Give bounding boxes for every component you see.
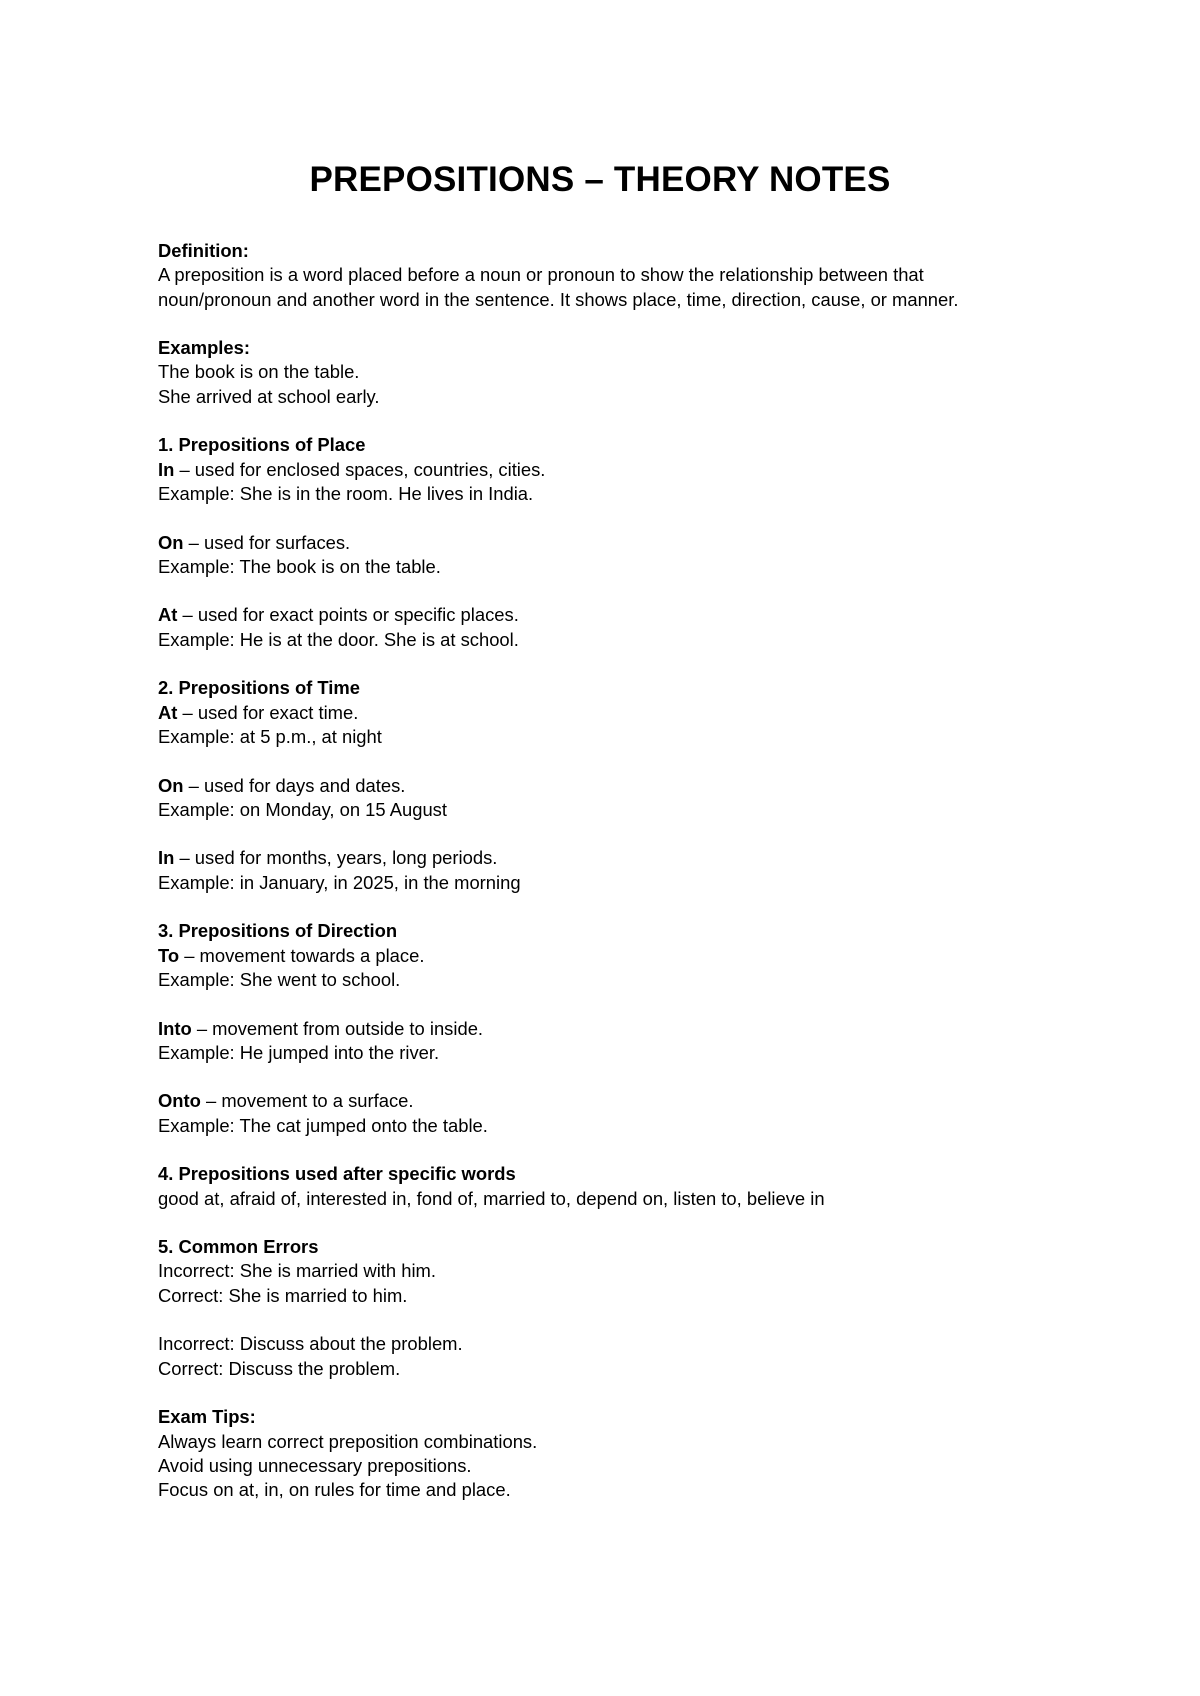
example-line: The book is on the table.	[158, 361, 360, 383]
rule-term: To	[158, 944, 180, 966]
rule-desc: – used for exact points or specific places.	[177, 604, 519, 626]
rule-example: Example: She went to school.	[158, 968, 401, 990]
tip-line: Focus on at, in, on rules for time and place.	[158, 1479, 511, 1501]
document-body	[158, 239, 1098, 1502]
rule-example: Example: The cat jumped onto the table.	[158, 1114, 488, 1136]
rule-desc: – used for months, years, long periods.	[174, 847, 498, 869]
rule-term: In	[158, 847, 175, 869]
page-title: PREPOSITIONS – THEORY NOTES	[309, 160, 891, 199]
rule-term: In	[158, 458, 175, 480]
rule-line	[158, 1017, 1098, 1041]
rule-line	[158, 944, 1098, 968]
section-heading-specific: 4. Prepositions used after specific words	[158, 1163, 516, 1185]
rule-term: At	[158, 701, 178, 723]
tip-line: Always learn correct preposition combinations.	[158, 1430, 538, 1452]
definition-line: A preposition is a word placed before a noun or pronoun to show the relationship between that	[158, 264, 924, 286]
rule-desc: – used for surfaces.	[183, 531, 351, 553]
rule-example: Example: The book is on the table.	[158, 555, 441, 577]
rule-desc: – used for days and dates.	[183, 774, 406, 796]
rule-desc: – movement to a surface.	[200, 1090, 414, 1112]
definition-line: noun/pronoun and another word in the sentence. It shows place, time, direction, cause, or manner.	[158, 288, 959, 310]
section-heading-errors: 5. Common Errors	[158, 1236, 319, 1258]
rule-term: Onto	[158, 1090, 201, 1112]
example-line: She arrived at school early.	[158, 385, 380, 407]
rule-example: Example: on Monday, on 15 August	[158, 798, 447, 820]
section-heading-direction: 3. Prepositions of Direction	[158, 920, 398, 942]
correct-line: Correct: Discuss the problem.	[158, 1357, 401, 1379]
rule-example: Example: He jumped into the river.	[158, 1041, 440, 1063]
rule-line	[158, 774, 1098, 798]
rule-term: At	[158, 604, 178, 626]
rule-line	[158, 846, 1098, 870]
rule-term: On	[158, 774, 184, 796]
section-heading-time: 2. Prepositions of Time	[158, 677, 361, 699]
tips-heading: Exam Tips:	[158, 1406, 256, 1428]
rule-example: Example: She is in the room. He lives in India.	[158, 482, 534, 504]
rule-desc: – used for enclosed spaces, countries, cities.	[174, 458, 546, 480]
rule-line	[158, 603, 1098, 627]
rule-desc: – used for exact time.	[177, 701, 359, 723]
rule-desc: – movement from outside to inside.	[191, 1017, 484, 1039]
rule-line	[158, 1089, 1098, 1113]
examples-heading: Examples:	[158, 337, 250, 359]
specific-words-line: good at, afraid of, interested in, fond of, married to, depend on, listen to, believe in	[158, 1187, 825, 1209]
rule-example: Example: at 5 p.m., at night	[158, 725, 382, 747]
tip-line: Avoid using unnecessary prepositions.	[158, 1454, 472, 1476]
rule-term: On	[158, 531, 184, 553]
incorrect-line: Incorrect: She is married with him.	[158, 1260, 436, 1282]
rule-line	[158, 701, 1098, 725]
rule-line	[158, 458, 1098, 482]
correct-line: Correct: She is married to him.	[158, 1284, 408, 1306]
rule-line	[158, 531, 1098, 555]
section-heading-place: 1. Prepositions of Place	[158, 434, 366, 456]
rule-example: Example: in January, in 2025, in the morning	[158, 871, 521, 893]
rule-term: Into	[158, 1017, 192, 1039]
rule-desc: – movement towards a place.	[179, 944, 425, 966]
definition-heading: Definition:	[158, 240, 249, 261]
rule-example: Example: He is at the door. She is at school.	[158, 628, 519, 650]
incorrect-line: Incorrect: Discuss about the problem.	[158, 1333, 463, 1355]
